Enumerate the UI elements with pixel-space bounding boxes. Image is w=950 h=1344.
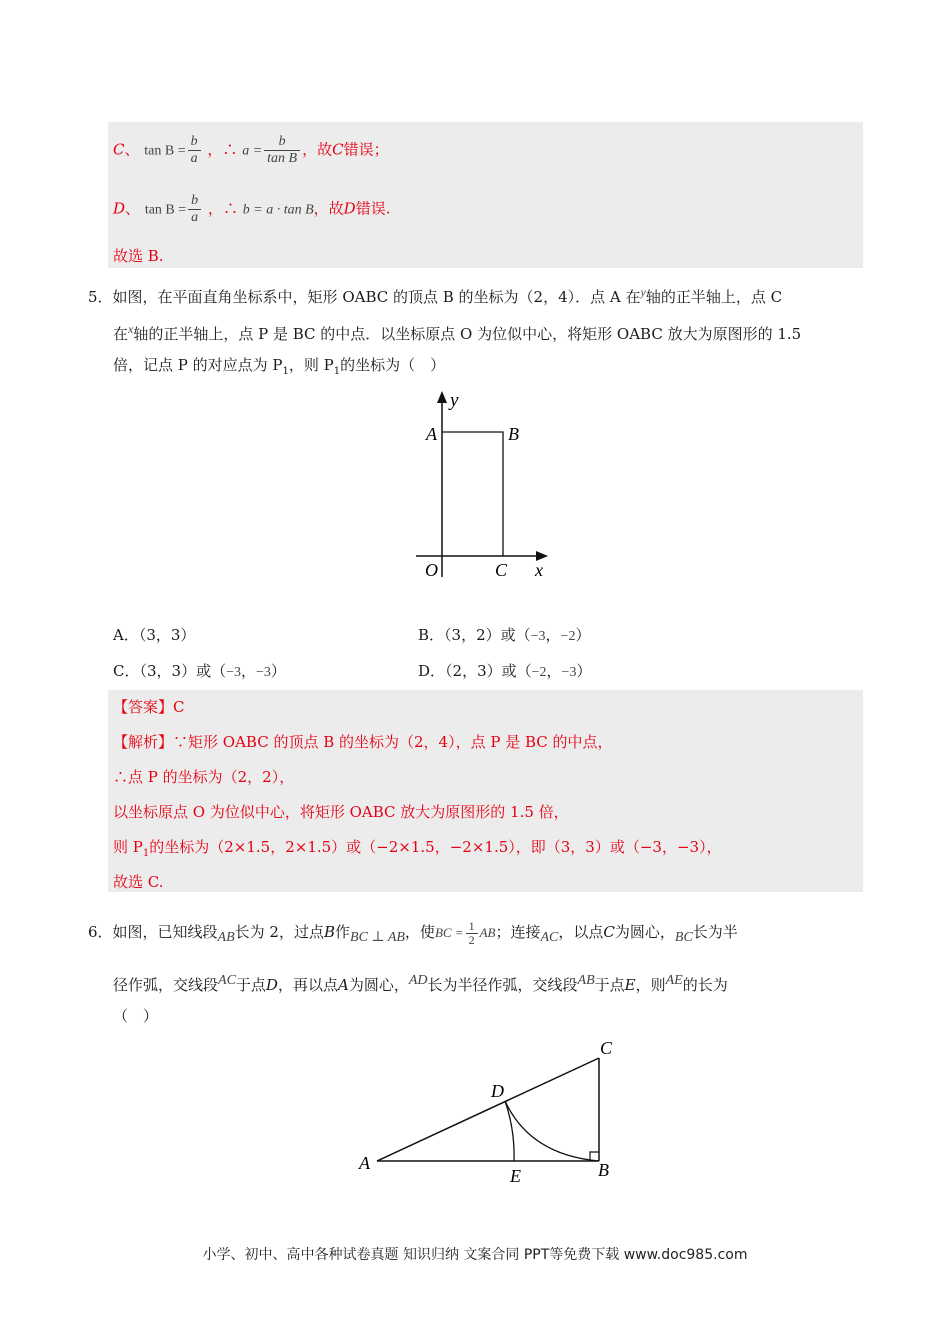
opt-b-2: ， [545, 626, 561, 644]
opt-d-v1: −2 [531, 665, 547, 680]
d-tail-2: 错误. [355, 199, 391, 218]
q5-option-c [113, 661, 286, 683]
q6-line-2 [113, 969, 728, 997]
opt-b-v1: −3 [530, 629, 546, 644]
c-fraction [188, 134, 201, 167]
q6-triangle-figure [350, 1030, 630, 1190]
q6-l2-a: 径作弧，交线段 [113, 976, 219, 994]
q5-l1-var: y [640, 285, 646, 299]
option-c-explanation [113, 134, 389, 167]
q6-l1-B: B [323, 923, 335, 941]
label-e: E [510, 1166, 521, 1186]
label-x: x [535, 560, 543, 580]
label-d: D [491, 1081, 504, 1101]
q6-l2-e: 长为半径作弧，交线段 [427, 976, 578, 994]
d-frac-den: a [191, 210, 199, 225]
label-b: B [598, 1160, 609, 1180]
c-frac-num: b [188, 134, 201, 151]
q5-l3-sub: 1 [282, 366, 289, 377]
q6-l2-h: 的长为 [682, 976, 728, 994]
c-therefore: ，∴ [207, 140, 238, 159]
q6-l2-b: 于点 [235, 976, 266, 994]
q5-analysis-2: ∴点 P 的坐标为（2，2）， [113, 768, 295, 786]
q6-l2-ab: AB [577, 973, 595, 988]
opt-c-1: C．（3，3）或（ [113, 662, 227, 680]
d-therefore: ，∴ [207, 199, 238, 218]
segment-ac [377, 1058, 599, 1161]
opt-b-1: B．（3，2）或（ [418, 626, 531, 644]
page-footer: 小学、初中、高中各种试卷真题 知识归纳 文案合同 PPT等免费下载 www.doc985.com [202, 1247, 748, 1263]
q6-l1-ab2: AB [479, 925, 496, 940]
q5-line-3 [113, 355, 445, 382]
c-frac2-num: b [264, 134, 300, 151]
opt-b-v2: −2 [560, 629, 576, 644]
opt-c-2: ， [240, 662, 256, 680]
q6-l1-c: 作 [335, 923, 351, 941]
q5-coordinate-figure [390, 385, 570, 585]
q5-option-d [418, 661, 591, 683]
prev-conclusion: 故选 B. [113, 247, 164, 265]
d-rhs: b = a · tan B [242, 202, 314, 218]
q6-l2-f: 于点 [594, 976, 625, 994]
label-a: A [359, 1153, 370, 1173]
q5-analysis-4 [113, 837, 722, 864]
q6-line-1 [88, 918, 738, 952]
d-frac-num: b [188, 193, 201, 210]
q6-l1-e: ；连接 [495, 923, 541, 941]
d-sep: 、 [125, 199, 141, 218]
label-y: y [450, 390, 459, 411]
y-axis-arrow [437, 391, 447, 403]
q6-half-den: 2 [468, 932, 475, 947]
q6-l1-bc: BC = [434, 925, 464, 940]
q5-l3-b: ，则 P [288, 356, 334, 374]
d-fraction [188, 193, 201, 226]
q6-l1-g: 为圆心， [614, 923, 675, 941]
q5-l3-sub2: 1 [333, 366, 341, 377]
c-fraction-2 [264, 134, 300, 167]
c-tail-1: ，故 [302, 140, 333, 159]
q5-analysis-5: 故选 C. [113, 873, 164, 891]
q5-option-b [418, 625, 590, 647]
q6-l1-b: 长为 2，过点 [234, 923, 324, 941]
q5-line-1 [88, 282, 782, 307]
rectangle-oabc [442, 432, 503, 556]
q5-option-a: A．（3，3） [113, 626, 196, 644]
q5-answer: 【答案】C [113, 698, 185, 716]
q6-l2-ad: AD [408, 973, 428, 988]
label-b: B [508, 424, 519, 444]
opt-b-3: ） [575, 626, 591, 644]
q6-l2-E: E [624, 976, 636, 994]
q6-l2-A: A [337, 976, 349, 994]
c-frac2-den: tan B [267, 151, 298, 166]
q5-analysis-1: 【解析】∵矩形 OABC 的顶点 B 的坐标为（2，4），点 P 是 BC 的中点， [113, 733, 613, 751]
a4-a: 则 P [113, 838, 143, 856]
q6-l1-bc2: BC [674, 930, 693, 945]
c-sep: 、 [124, 140, 140, 159]
label-o: O [425, 560, 438, 580]
a4-b: 的坐标为（2×1.5，2×1.5）或（−2×1.5，−2×1.5），即（3，3）或（−3，−3）， [149, 838, 722, 856]
d-label: D [113, 199, 126, 218]
q6-l2-ae: AE [665, 973, 683, 988]
q5-line-2 [113, 319, 801, 344]
a4-sub: 1 [142, 848, 150, 859]
c-rhs: a = [242, 143, 263, 159]
opt-c-v2: −3 [256, 665, 271, 680]
q6-half-num: 1 [466, 920, 478, 934]
q6-l2-D: D [265, 976, 278, 994]
opt-d-2: ， [546, 662, 562, 680]
d-tail-var: D [343, 199, 356, 218]
opt-c-v1: −3 [226, 665, 241, 680]
q6-l1-d: ，使 [404, 923, 435, 941]
q6-l2-ac: AC [218, 973, 236, 988]
q5-l2-b: 轴的正半轴上，点 P 是 BC 的中点．以坐标原点 O 为位似中心，将矩形 OABC 放大为原图形的 1.5 [133, 325, 802, 343]
opt-d-v2: −3 [561, 665, 577, 680]
q6-l1-perp: BC ⊥ AB [350, 930, 405, 945]
q5-l2-a: 在 [113, 325, 129, 343]
q6-line-3: （ ） [113, 1007, 159, 1025]
q5-analysis-3: 以坐标原点 O 为位似中心，将矩形 OABC 放大为原图形的 1.5 倍， [113, 803, 569, 821]
opt-c-3: ） [270, 662, 286, 680]
c-tail-var: C [332, 140, 344, 159]
q6-l1-a: 6．如图，已知线段 [88, 923, 218, 941]
q6-l1-f: ，以点 [558, 923, 604, 941]
arc-center-c [505, 1101, 599, 1161]
opt-d-3: ） [576, 662, 592, 680]
q5-l1-b: 轴的正半轴上，点 C [645, 288, 783, 306]
q5-l3-a: 倍，记点 P 的对应点为 P [113, 356, 283, 374]
c-tail-2: 错误； [343, 140, 389, 159]
c-label: C [113, 140, 125, 159]
label-c: C [495, 560, 508, 580]
d-lhs: tan B = [144, 202, 187, 218]
label-a: A [426, 424, 437, 444]
q6-l1-ab: AB [217, 930, 235, 945]
c-frac-den: a [190, 151, 198, 166]
q6-l2-g: ，则 [635, 976, 666, 994]
q6-l1-C: C [603, 923, 615, 941]
c-lhs: tan B = [144, 143, 186, 159]
q6-l1-ac: AC [540, 930, 559, 945]
q5-l1-a: 5．如图，在平面直角坐标系中，矩形 OABC 的顶点 B 的坐标为（2，4）．点 A 在 [88, 288, 641, 306]
d-tail-1: ，故 [313, 199, 344, 218]
q6-l1-h: 长为半 [692, 923, 738, 941]
q5-l2-var: x [128, 322, 134, 336]
q5-l3-c: 的坐标为（ ） [340, 356, 446, 374]
opt-d-1: D．（2，3）或（ [418, 662, 532, 680]
q6-l2-c: ，再以点 [277, 976, 338, 994]
q6-half [466, 920, 478, 947]
q6-l2-d: 为圆心， [348, 976, 409, 994]
option-d-explanation [113, 193, 390, 226]
label-c: C [600, 1038, 613, 1058]
